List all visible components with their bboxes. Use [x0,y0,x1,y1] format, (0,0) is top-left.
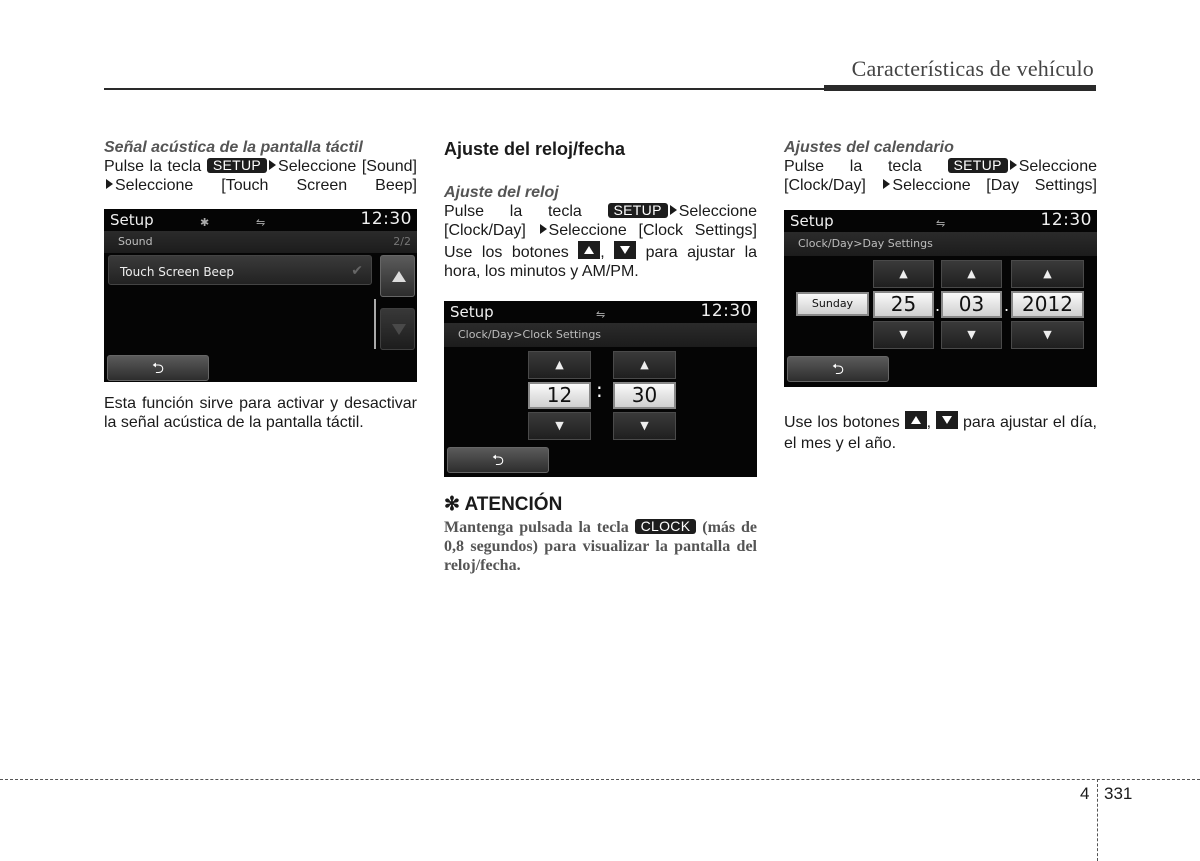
footer-divider [1097,779,1098,861]
date-separator: . [1004,296,1010,315]
text: Seleccione [Sound] [278,158,417,175]
text: (más de 0,8 segundos) para visualizar la pantalla del reloj/fecha. [444,519,757,574]
month-up-button[interactable]: ▲ [941,260,1002,288]
usb-icon: ⇋ [596,308,606,321]
item-label: Touch Screen Beep [120,265,234,279]
touch-screen-beep-item[interactable] [108,255,372,285]
arrow-right-icon [106,179,113,189]
column-touch-beep [104,138,417,432]
arrow-right-icon [540,224,547,234]
text: para ajustar el día, el mes y el año. [784,414,1097,452]
minute-value: 30 [613,382,676,409]
text: Seleccione [Touch Screen Beep] [115,177,417,194]
screen-title: Setup [450,303,494,321]
text: Seleccione [Clock Settings] [548,222,758,239]
buttons-paragraph: Use los botones , para ajustar la hora, los minutos y AM/PM. [444,241,757,281]
text: Pulse la tecla [444,203,582,220]
day-down-button[interactable]: ▼ [873,321,934,349]
month-down-button[interactable]: ▼ [941,321,1002,349]
sound-screen [104,209,417,382]
year-down-button[interactable]: ▼ [1011,321,1084,349]
usb-icon: ⇋ [256,216,266,229]
section-subtitle: Señal acústica de la pantalla táctil [104,139,363,156]
screen-clock: 12:30 [360,209,412,229]
bluetooth-icon: ✱ [200,216,210,229]
setup-key: SETUP [207,158,267,173]
arrow-right-icon [269,160,276,170]
screen-title: Setup [790,212,834,230]
submenu-bar [104,231,417,253]
up-arrow-icon [905,411,927,429]
text: Seleccione [Clock/Day] [784,158,1097,194]
scroll-up-button[interactable] [380,255,415,297]
text: Use los botones [784,414,900,431]
header-rule-accent [824,85,1096,91]
section-title: Ajuste del reloj/fecha [444,139,626,159]
arrow-right-icon [670,205,677,215]
clock-settings-screen [444,301,757,477]
screen-title: Setup [110,211,154,229]
instruction-paragraph [444,202,757,240]
year-value: 2012 [1011,291,1084,318]
down-arrow-icon [614,241,636,259]
checkbox-icon[interactable]: ✔ [351,263,363,279]
scroll-down-button[interactable] [380,308,415,350]
text: Use los botones [444,244,569,261]
chapter-number: 4 [1080,784,1090,803]
arrow-down-icon [392,324,406,335]
time-separator: : [596,378,603,402]
arrow-up-icon [392,271,406,282]
year-up-button[interactable]: ▲ [1011,260,1084,288]
breadcrumb: Clock/Day>Clock Settings [444,323,757,347]
hour-up-button[interactable]: ▲ [528,351,591,379]
up-arrow-icon [578,241,600,259]
back-button[interactable]: ⮌ [787,356,889,382]
instruction-paragraph [104,157,417,195]
column-clock [444,138,757,575]
text: Pulse la tecla [104,158,202,175]
page-number: 331 [1104,784,1133,803]
text: Mantenga pulsada la tecla [444,519,629,536]
section-subtitle: Ajuste del reloj [444,184,559,201]
page-indicator: 2/2 [393,235,411,248]
instruction-paragraph [784,157,1097,195]
scrollbar[interactable] [374,299,376,349]
arrow-right-icon [1010,160,1017,170]
setup-key: SETUP [608,203,668,218]
date-separator: . [935,296,941,315]
buttons-paragraph: Use los botones , para ajustar el día, el mes y el año. [784,411,1097,454]
breadcrumb: Clock/Day>Day Settings [784,232,1097,256]
minute-down-button[interactable]: ▼ [613,412,676,440]
back-button[interactable]: ⮌ [447,447,549,473]
clock-key: CLOCK [635,519,697,534]
hour-down-button[interactable]: ▼ [528,412,591,440]
text: Seleccione [Clock/Day] [444,203,757,239]
back-button[interactable]: ⮌ [107,355,209,381]
footer-rule [0,779,1200,780]
month-value: 03 [941,291,1002,318]
setup-key: SETUP [948,158,1008,173]
minute-up-button[interactable]: ▲ [613,351,676,379]
hour-value: 12 [528,382,591,409]
text: Seleccione [Day Settings] [892,177,1097,194]
screen-clock: 12:30 [700,301,752,321]
text: Pulse la tecla [784,158,922,175]
day-up-button[interactable]: ▲ [873,260,934,288]
day-settings-screen [784,210,1097,387]
attention-heading: ✻ ATENCIÓN [444,494,563,515]
arrow-right-icon [883,179,890,189]
submenu-label: Sound [118,235,153,248]
weekday-value: Sunday [796,292,869,316]
text: para ajustar la hora, los minutos y AM/PM. [444,244,758,280]
down-arrow-icon [936,411,958,429]
usb-icon: ⇋ [936,217,946,230]
column-calendar [784,138,1097,454]
description-paragraph: Esta función sirve para activar y desactivar la señal acústica de la pantalla táctil. [104,395,417,431]
running-header: Características de vehículo [851,56,1094,81]
attention-note [444,518,757,575]
day-value: 25 [873,291,934,318]
section-subtitle: Ajustes del calendario [784,139,954,156]
screen-clock: 12:30 [1040,210,1092,230]
